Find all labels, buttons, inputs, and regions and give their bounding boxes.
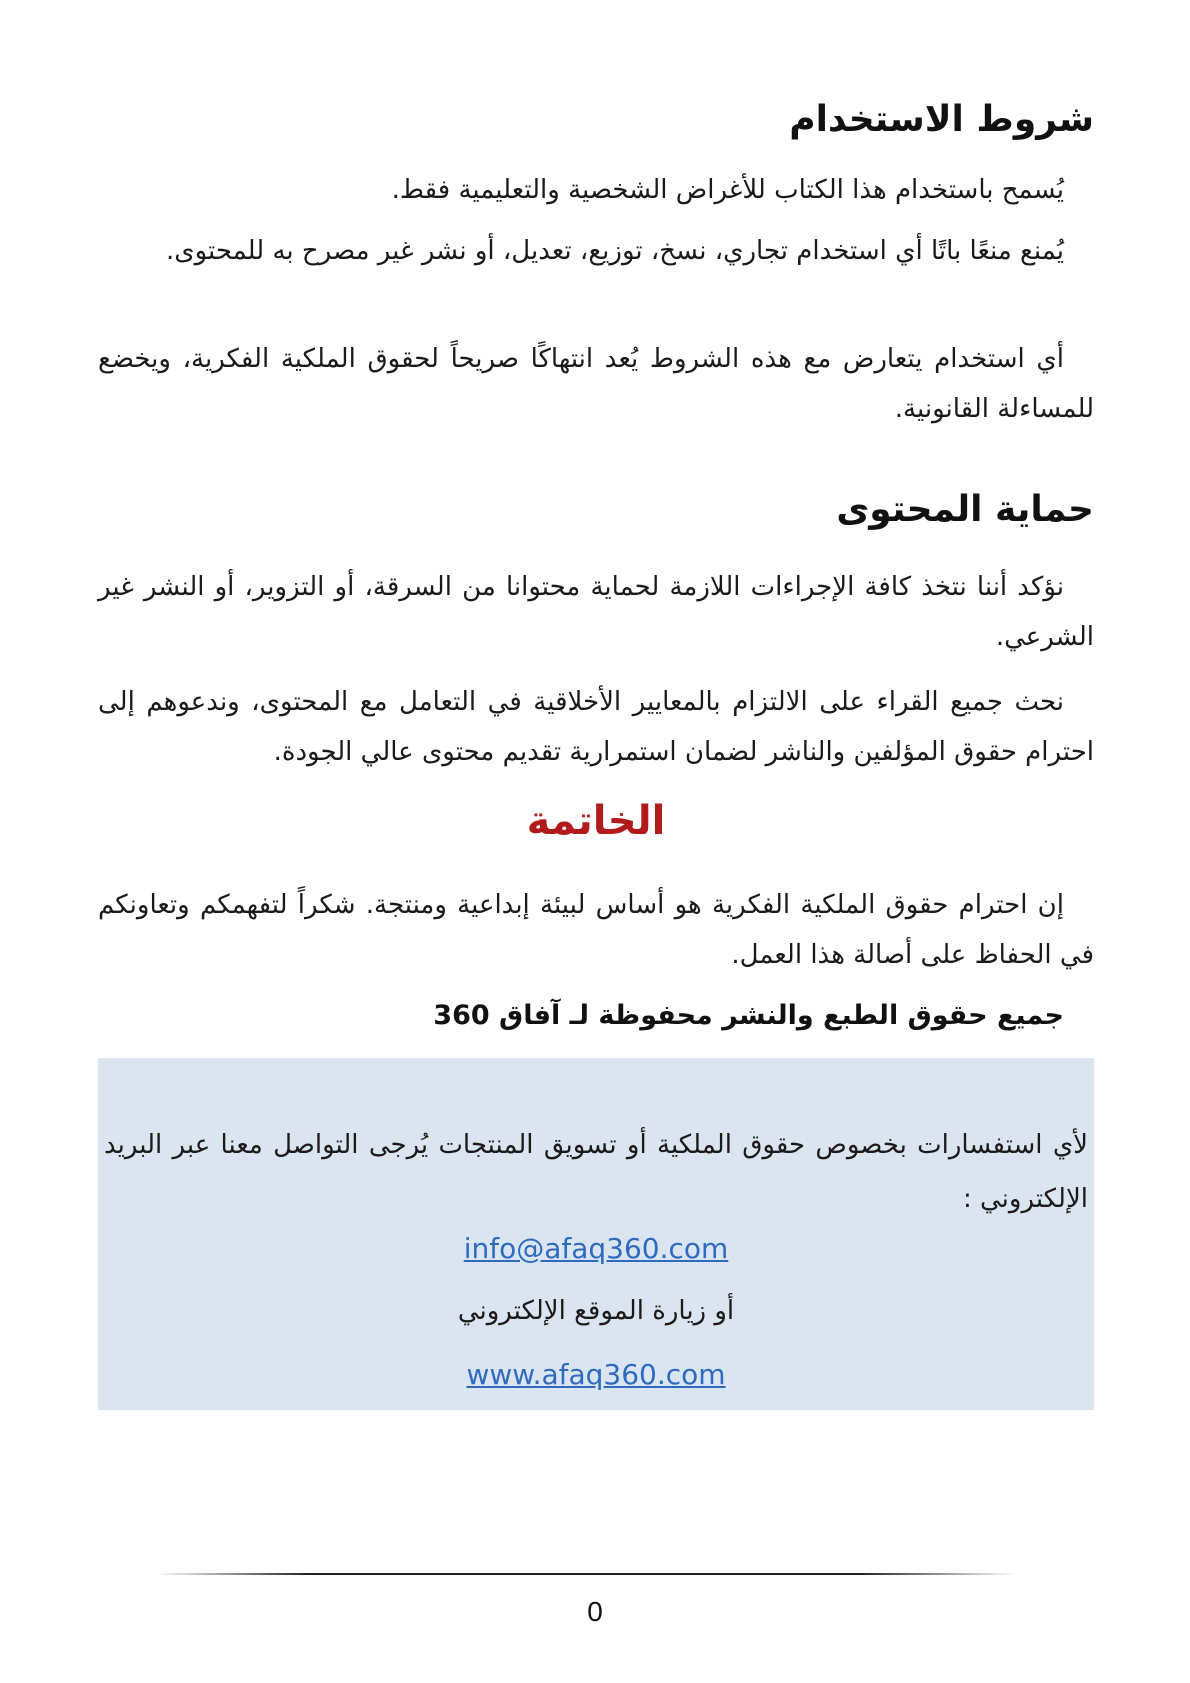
- visit-website-text: أو زيارة الموقع الإلكتروني: [457, 1296, 735, 1326]
- protection-paragraph-2: نحث جميع القراء على الالتزام بالمعايير الأخلاقية في التعامل مع المحتوى، وندعوهم إلى احترام حقوق المؤلفين والناشر لضمان استمرارية تقديم محتوى عالي الجودة.: [98, 687, 1094, 767]
- page-number: 0: [587, 1596, 603, 1627]
- website-link[interactable]: www.afaq360.com: [466, 1358, 726, 1391]
- footer-divider: [155, 1573, 1015, 1575]
- contact-text: لأي استفسارات بخصوص حقوق الملكية أو تسويق المنتجات يُرجى التواصل معنا عبر البريد الإلكتروني :: [104, 1130, 1088, 1214]
- terms-heading: شروط الاستخدام: [789, 99, 1094, 140]
- protection-paragraph-1: نؤكد أننا نتخذ كافة الإجراءات اللازمة لحماية محتوانا من السرقة، أو التزوير، أو النشر غير الشرعي.: [98, 572, 1094, 652]
- document-page: [98, 0, 1094, 1683]
- terms-paragraph-3: أي استخدام يتعارض مع هذه الشروط يُعد انتهاكًا صريحاً لحقوق الملكية الفكرية، ويخضع للمساءلة القانونية.: [98, 344, 1094, 424]
- email-link[interactable]: info@afaq360.com: [463, 1232, 729, 1265]
- protection-heading: حماية المحتوى: [836, 489, 1094, 530]
- website-line: [98, 1358, 1094, 1391]
- terms-paragraph-1: يُسمح باستخدام هذا الكتاب للأغراض الشخصية والتعليمية فقط.: [391, 175, 1064, 205]
- copyright-notice: جميع حقوق الطبع والنشر محفوظة لـ آفاق 360: [433, 1000, 1064, 1031]
- conclusion-paragraph: إن احترام حقوق الملكية الفكرية هو أساس لبيئة إبداعية ومنتجة. شكراً لتفهمكم وتعاونكم في الحفاظ على أصالة هذا العمل.: [98, 890, 1094, 970]
- email-line: [98, 1232, 1094, 1265]
- contact-box: [98, 1058, 1094, 1410]
- conclusion-heading: الخاتمة: [526, 798, 666, 844]
- terms-paragraph-2: يُمنع منعًا باتًا أي استخدام تجاري، نسخ، توزيع، تعديل، أو نشر غير مصرح به للمحتوى.: [165, 236, 1064, 266]
